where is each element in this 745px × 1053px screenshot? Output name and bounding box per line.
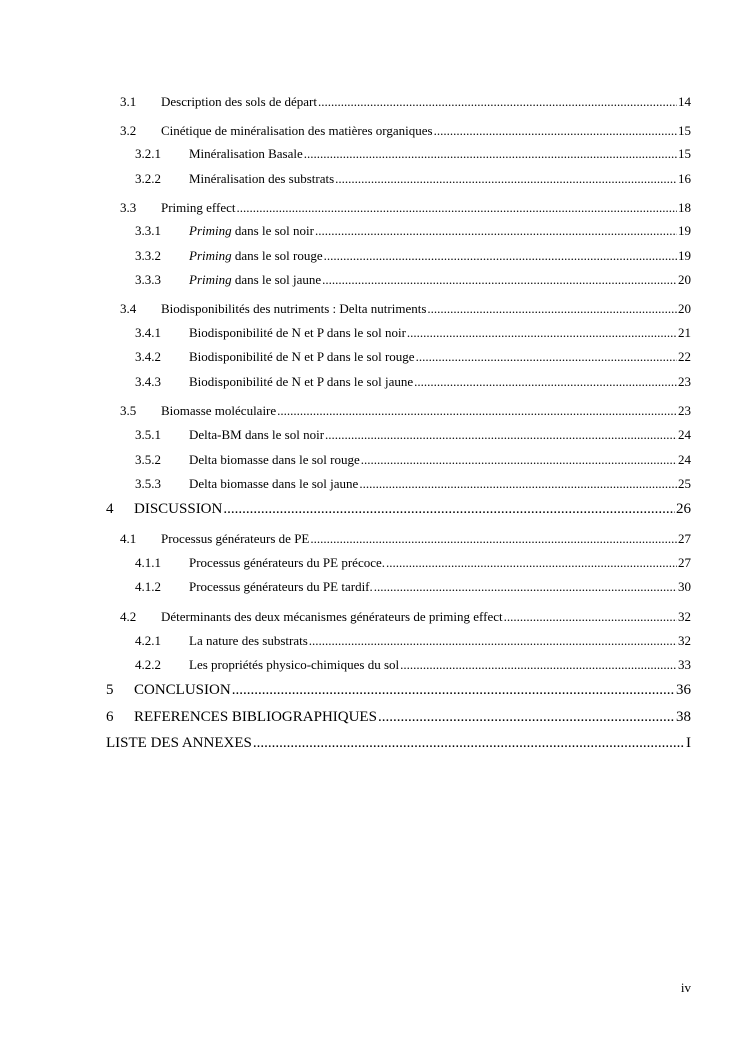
toc-title: Les propriétés physico-chimiques du sol — [189, 657, 400, 672]
toc-title: CONCLUSION — [134, 682, 231, 698]
toc-entry[interactable] — [135, 248, 691, 264]
toc-page: 15 — [678, 123, 691, 138]
toc-leader — [324, 248, 677, 264]
toc-entry[interactable] — [135, 633, 691, 649]
toc-entry[interactable] — [135, 555, 691, 571]
toc-number: 5 — [106, 682, 114, 698]
toc-title: Processus générateurs de PE — [161, 531, 310, 546]
toc-page: 15 — [678, 146, 691, 161]
toc-entry[interactable] — [106, 500, 691, 518]
toc-title — [189, 223, 314, 239]
toc-number: 3.5.1 — [135, 427, 161, 442]
toc-entry[interactable] — [106, 734, 691, 752]
toc-title: Déterminants des deux mécanismes générateurs de priming effect — [161, 609, 503, 624]
toc-page: 20 — [678, 301, 691, 316]
toc-page: 38 — [676, 709, 691, 725]
toc-entry[interactable] — [120, 403, 691, 419]
toc-number: 4.2.2 — [135, 657, 161, 672]
toc-page: 19 — [678, 223, 691, 238]
toc-title: Description des sols de départ — [161, 94, 317, 109]
toc-entry[interactable] — [135, 223, 691, 239]
toc-title-rest: dans le sol jaune — [231, 272, 322, 287]
toc-leader — [427, 301, 677, 317]
toc-leader — [232, 681, 675, 699]
toc-title — [189, 248, 323, 264]
toc-title: Delta biomasse dans le sol rouge — [189, 452, 360, 467]
toc-number: 6 — [106, 709, 114, 725]
toc-leader — [504, 609, 677, 625]
toc-title: DISCUSSION — [134, 501, 223, 517]
toc-entry[interactable] — [120, 94, 691, 110]
toc-page: 19 — [678, 248, 691, 263]
toc-page: 33 — [678, 657, 691, 672]
toc-number: 3.3 — [120, 200, 137, 215]
toc-number: 3.1 — [120, 94, 137, 109]
toc-page: 32 — [678, 609, 691, 624]
toc-entry[interactable] — [135, 171, 691, 187]
toc-leader — [309, 633, 677, 649]
toc-title: Cinétique de minéralisation des matières organiques — [161, 123, 433, 138]
toc-title: Processus générateurs du PE tardif. — [189, 579, 373, 594]
toc-entry[interactable] — [135, 476, 691, 492]
toc-leader — [361, 452, 677, 468]
toc-number: 3.3.1 — [135, 223, 161, 238]
toc-title: Processus générateurs du PE précoce. — [189, 555, 386, 570]
toc-leader — [359, 476, 677, 492]
toc-title: LISTE DES ANNEXES — [106, 735, 252, 751]
toc-page: 26 — [676, 501, 691, 517]
page-number: iv — [680, 980, 691, 995]
toc-number: 3.5.3 — [135, 476, 161, 491]
toc-number: 3.5 — [120, 403, 137, 418]
toc-leader — [322, 272, 677, 288]
toc-number: 3.4 — [120, 301, 137, 316]
toc-leader — [310, 531, 677, 547]
toc-leader — [414, 374, 677, 390]
toc-entry[interactable] — [135, 146, 691, 162]
toc-number: 4.2.1 — [135, 633, 161, 648]
toc-title — [189, 272, 321, 288]
toc-entry[interactable] — [120, 531, 691, 547]
toc-entry[interactable] — [106, 681, 691, 699]
toc-entry[interactable] — [135, 349, 691, 365]
toc-leader — [378, 708, 675, 726]
toc-leader — [237, 200, 678, 216]
toc-leader — [416, 349, 677, 365]
toc-title: REFERENCES BIBLIOGRAPHIQUES — [134, 709, 377, 725]
toc-entry[interactable] — [135, 374, 691, 390]
toc-leader — [386, 555, 677, 571]
toc-title-italic: Priming — [189, 223, 232, 238]
toc-page: 24 — [678, 452, 691, 467]
toc-number: 4.2 — [120, 609, 137, 624]
toc-title: Biodisponibilité de N et P dans le sol noir — [189, 325, 406, 340]
toc-entry[interactable] — [120, 301, 691, 317]
toc-number: 3.4.2 — [135, 349, 161, 364]
toc-page: 27 — [678, 531, 691, 546]
toc-page: 30 — [678, 579, 691, 594]
toc-title: Minéralisation des substrats — [189, 171, 335, 186]
toc-leader — [434, 123, 677, 139]
toc-entry[interactable] — [120, 123, 691, 139]
toc-entry[interactable] — [135, 272, 691, 288]
toc-leader — [223, 500, 675, 518]
toc-page: 21 — [678, 325, 691, 340]
toc-title: Biodisponibilité de N et P dans le sol jaune — [189, 374, 414, 389]
toc-title-rest: dans le sol rouge — [231, 248, 323, 263]
toc-number: 3.4.3 — [135, 374, 161, 389]
toc-page: 14 — [678, 94, 691, 109]
toc-title-italic: Priming — [189, 248, 232, 263]
toc-number: 4 — [106, 501, 114, 517]
toc-number: 4.1 — [120, 531, 137, 546]
toc-title-rest: dans le sol noir — [231, 223, 314, 238]
toc-page: 24 — [678, 427, 691, 442]
toc-entry[interactable] — [135, 452, 691, 468]
toc-page: 23 — [678, 403, 691, 418]
toc-title: Biodisponibilités des nutriments : Delta nutriments — [161, 301, 427, 316]
toc-page: 16 — [678, 171, 691, 186]
toc-leader — [253, 734, 685, 752]
toc-page: 32 — [678, 633, 691, 648]
toc-number: 3.2 — [120, 123, 137, 138]
toc-number: 3.3.3 — [135, 272, 161, 287]
toc-page: 27 — [678, 555, 691, 570]
toc-title: Priming effect — [161, 200, 236, 215]
toc-title: Biomasse moléculaire — [161, 403, 277, 418]
toc-leader — [325, 427, 677, 443]
toc-leader — [318, 94, 677, 110]
toc-leader — [374, 579, 677, 595]
toc-number: 3.3.2 — [135, 248, 161, 263]
toc-title-italic: Priming — [189, 272, 232, 287]
toc-number: 4.1.2 — [135, 579, 161, 594]
toc-title: Biodisponibilité de N et P dans le sol rouge — [189, 349, 415, 364]
toc-title: La nature des substrats — [189, 633, 308, 648]
toc-page: 36 — [676, 682, 691, 698]
toc-number: 3.5.2 — [135, 452, 161, 467]
toc-entry[interactable] — [135, 657, 691, 673]
toc-entry[interactable] — [135, 325, 691, 341]
toc-page: I — [686, 735, 691, 751]
toc-leader — [335, 171, 677, 187]
toc-leader — [277, 403, 677, 419]
toc-number: 4.1.1 — [135, 555, 161, 570]
toc-entry[interactable] — [120, 609, 691, 625]
toc-page: 20 — [678, 272, 691, 287]
toc-leader — [407, 325, 677, 341]
toc-entry[interactable] — [120, 200, 691, 216]
toc-page: 25 — [678, 476, 691, 491]
toc-page: 18 — [678, 200, 691, 215]
toc-entry[interactable] — [106, 708, 691, 726]
toc-number: 3.2.2 — [135, 171, 161, 186]
toc-title: Minéralisation Basale — [189, 146, 303, 161]
toc-page: 22 — [678, 349, 691, 364]
toc-title: Delta biomasse dans le sol jaune — [189, 476, 359, 491]
toc-leader — [315, 223, 677, 239]
toc-number: 3.4.1 — [135, 325, 161, 340]
toc-entry[interactable] — [135, 427, 691, 443]
toc-leader — [304, 146, 677, 162]
toc-entry[interactable] — [135, 579, 691, 595]
toc-leader — [400, 657, 677, 673]
toc-title: Delta-BM dans le sol noir — [189, 427, 325, 442]
toc-page: 23 — [678, 374, 691, 389]
toc-number: 3.2.1 — [135, 146, 161, 161]
